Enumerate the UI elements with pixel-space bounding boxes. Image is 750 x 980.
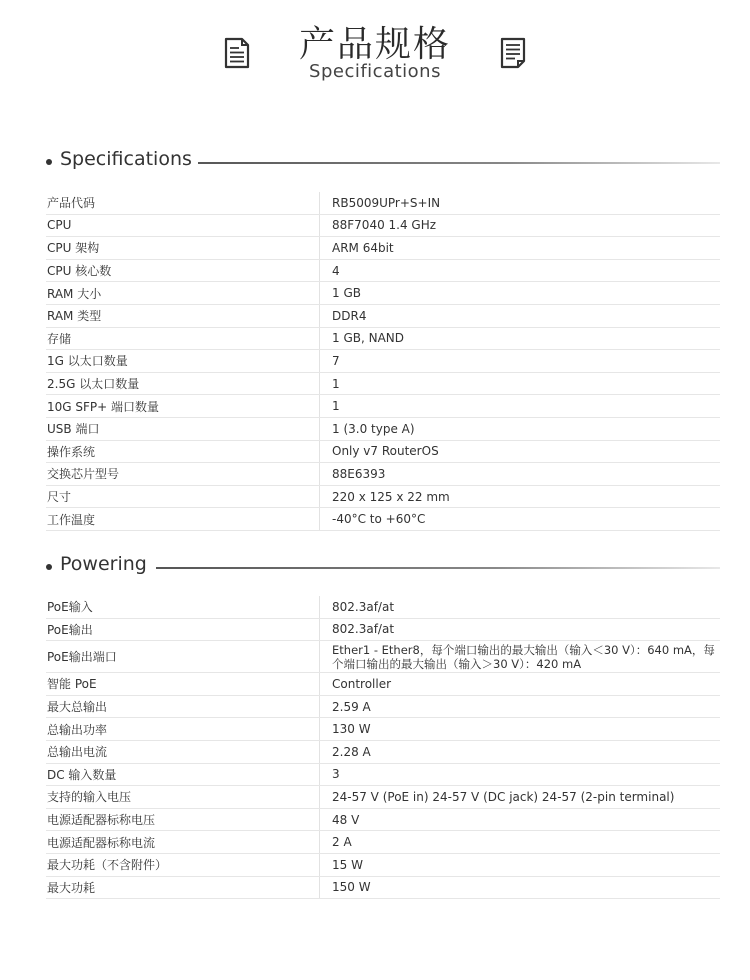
table-row <box>46 395 720 418</box>
table-row <box>46 328 720 351</box>
spec-value: 4 <box>332 263 340 278</box>
table-row <box>46 260 720 283</box>
table-row <box>46 696 720 719</box>
document-icon <box>498 36 528 70</box>
table-row <box>46 508 720 531</box>
spec-value: 88F7040 1.4 GHz <box>332 218 437 233</box>
bullet-icon <box>46 564 52 570</box>
table-row <box>46 619 720 642</box>
spec-label: CPU 架构 <box>46 237 320 259</box>
table-row <box>46 786 720 809</box>
table-row <box>46 305 720 328</box>
spec-value: 48 V <box>332 812 360 827</box>
spec-label: RAM 大小 <box>46 282 320 304</box>
spec-label: 存储 <box>46 328 320 350</box>
spec-label: 最大功耗（不含附件） <box>46 854 320 876</box>
spec-value: DDR4 <box>332 308 367 323</box>
spec-value: 15 W <box>332 857 363 872</box>
spec-value: 2.28 A <box>332 744 371 759</box>
spec-value: 88E6393 <box>332 466 386 481</box>
spec-label: 电源适配器标称电压 <box>46 809 320 831</box>
spec-label: PoE输入 <box>46 596 320 618</box>
spec-label: 产品代码 <box>46 192 320 214</box>
table-row <box>46 441 720 464</box>
spec-value: 1 (3.0 type A) <box>332 421 415 436</box>
table-row <box>46 831 720 854</box>
spec-value: 3 <box>332 767 340 782</box>
power-table <box>46 596 720 899</box>
spec-label: CPU 核心数 <box>46 260 320 282</box>
spec-label: DC 输入数量 <box>46 764 320 786</box>
spec-value: 1 <box>332 376 340 391</box>
spec-label: 最大总输出 <box>46 696 320 718</box>
spec-label: 尺寸 <box>46 486 320 508</box>
spec-label: 1G 以太口数量 <box>46 350 320 372</box>
section-heading <box>46 554 720 580</box>
table-row <box>46 877 720 900</box>
spec-value: Only v7 RouterOS <box>332 444 439 459</box>
table-row <box>46 418 720 441</box>
table-row <box>46 741 720 764</box>
spec-value: 1 <box>332 399 340 414</box>
table-row <box>46 237 720 260</box>
table-row <box>46 463 720 486</box>
spec-value: Controller <box>332 676 392 691</box>
spec-label: PoE输出 <box>46 619 320 641</box>
spec-label: 10G SFP+ 端口数量 <box>46 395 320 417</box>
spec-label: USB 端口 <box>46 418 320 440</box>
spec-label: PoE输出端口 <box>46 641 320 672</box>
spec-label: 支持的输入电压 <box>46 786 320 808</box>
spec-value: 130 W <box>332 722 371 737</box>
table-row <box>46 718 720 741</box>
page-header <box>0 0 750 110</box>
divider <box>188 162 720 164</box>
spec-label: CPU <box>46 215 320 237</box>
table-row <box>46 596 720 619</box>
spec-label: 2.5G 以太口数量 <box>46 373 320 395</box>
spec-label: 总输出电流 <box>46 741 320 763</box>
table-row <box>46 641 720 673</box>
spec-value: 802.3af/at <box>332 599 395 614</box>
spec-value: 1 GB, NAND <box>332 331 405 346</box>
spec-label: 最大功耗 <box>46 877 320 899</box>
spec-value: 24-57 V (PoE in) 24-57 V (DC jack) 24-57 (2-pin terminal) <box>332 789 675 804</box>
spec-table <box>46 192 720 531</box>
spec-label: 智能 PoE <box>46 673 320 695</box>
table-row <box>46 673 720 696</box>
spec-value: 150 W <box>332 880 371 895</box>
spec-value: 2.59 A <box>332 699 371 714</box>
table-row <box>46 764 720 787</box>
table-row <box>46 809 720 832</box>
spec-value: -40°C to +60°C <box>332 512 426 527</box>
section-heading <box>46 149 720 175</box>
table-row <box>46 854 720 877</box>
spec-value: 220 x 125 x 22 mm <box>332 489 450 504</box>
spec-label: RAM 类型 <box>46 305 320 327</box>
spec-label: 总输出功率 <box>46 718 320 740</box>
table-row <box>46 486 720 509</box>
spec-value: RB5009UPr+S+IN <box>332 195 441 210</box>
spec-label: 操作系统 <box>46 441 320 463</box>
spec-label: 电源适配器标称电流 <box>46 831 320 853</box>
spec-value: 1 GB <box>332 286 361 301</box>
spec-value: 7 <box>332 353 340 368</box>
page-subtitle: Specifications <box>309 61 441 82</box>
page-title: 产品规格 <box>298 24 451 65</box>
spec-value: Ether1 - Ether8，每个端口输出的最大输出（输入＜30 V）：640 mA，每个端口输出的最大输出（输入＞30 V）：420 mA <box>332 642 715 671</box>
spec-value: 2 A <box>332 835 352 850</box>
table-row <box>46 282 720 305</box>
section-title: Powering <box>60 553 153 575</box>
table-row <box>46 192 720 215</box>
table-row <box>46 215 720 238</box>
bullet-icon <box>46 159 52 165</box>
table-row <box>46 350 720 373</box>
divider <box>156 567 720 569</box>
spec-label: 交换芯片型号 <box>46 463 320 485</box>
spec-label: 工作温度 <box>46 508 320 530</box>
table-row <box>46 373 720 396</box>
section-title: Specifications <box>60 148 198 170</box>
spec-value: ARM 64bit <box>332 240 394 255</box>
spec-value: 802.3af/at <box>332 622 395 637</box>
